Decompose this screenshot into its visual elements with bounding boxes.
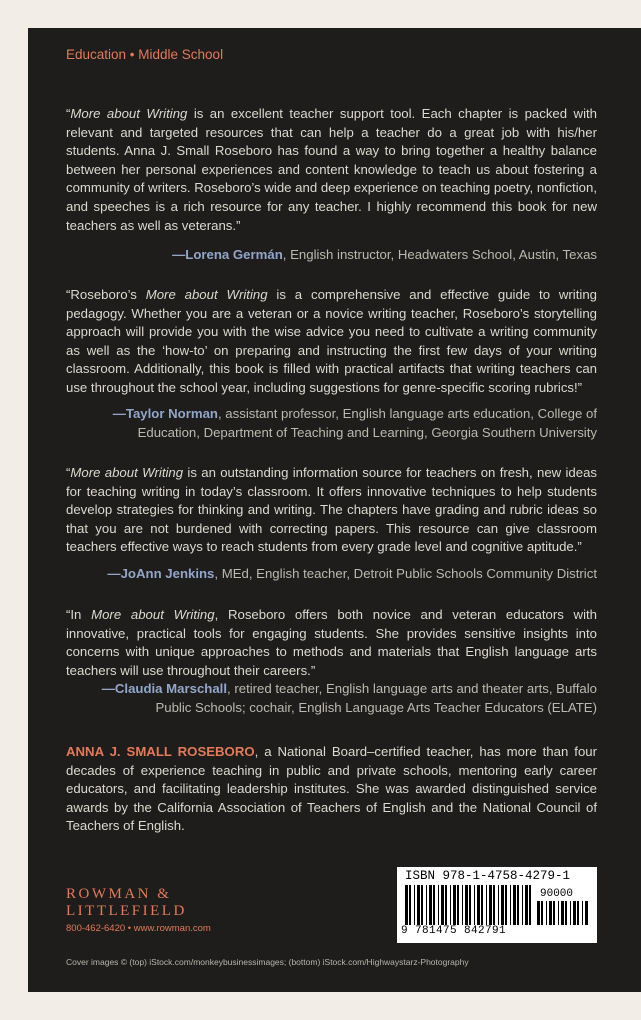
quote-2-text: is a comprehensive and effective guide to writing pedagogy. Whether you are a veteran or a novice writing teacher, Roseboro’s storytelling approach will provide you with the wise advice you need to cultivate a writing community as well as the ‘how-to’ on preparing and instructing the first few days of your writing classroom. Additionally, this book is filled with practical artifacts that writing teachers can use throughout the school year, including suggestions for genre-specific scoring rubrics!” (66, 287, 597, 395)
quote-1-lead: “ (66, 106, 71, 121)
price-barcode-bars (537, 901, 589, 925)
quote-1-text: is an excellent teacher support tool. Each chapter is packed with relevant and targeted resources that can help a teacher do a great job with his/her students. Anna J. Small Roseboro has found a way to bring together a healthy balance between her personal experiences and content knowledge to teach us about fostering a community of writers. Roseboro’s wide and deep experience on teaching poetry, nonfiction, and speeches is a rich resource for any teacher. I highly recommend this book for new teachers as well as veterans.” (66, 106, 597, 233)
publisher-logo (66, 886, 187, 920)
quote-4-lead: “In (66, 607, 92, 622)
quote-4-name: —Claudia Marschall (101, 681, 228, 696)
quote-3-name: —JoAnn Jenkins (107, 566, 215, 581)
quote-3-title: More about Writing (70, 465, 184, 480)
quote-2-attribution (66, 405, 597, 442)
quote-3-role: , MEd, English teacher, Detroit Public Schools Community District (214, 566, 597, 581)
category-label: Education • Middle School (66, 47, 224, 62)
quote-1-attribution (66, 246, 597, 265)
barcode-number: 9 781475 842791 (401, 925, 507, 937)
isbn-text: ISBN 978-1-4758-4279-1 (405, 869, 571, 883)
quote-2-lead: “Roseboro’s (66, 287, 146, 302)
quote-3-text: is an outstanding information source for teachers on fresh, new ideas for teaching writing in today’s classroom. It offers innovative techniques to help students develop strategies for thinking and writing. The chapters have grading and rubric ideas so that you are not burdened with correcting papers. This resource can give classroom teachers effective ways to reach students from every grade level and cognitive aptitude.” (66, 465, 598, 555)
quote-3-lead: “ (66, 465, 71, 480)
image-credit: Cover images © (top) iStock.com/monkeybusinessimages; (bottom) iStock.com/Highwaystarz-Photography (66, 957, 469, 967)
author-bio (66, 743, 597, 836)
quote-3-attribution (66, 565, 597, 584)
publisher-name-line2: LITTLEFIELD (66, 903, 187, 919)
back-cover (28, 28, 641, 992)
quote-1-role: , English instructor, Headwaters School, Austin, Texas (282, 247, 597, 262)
publisher-contact: 800-462-6420 • www.rowman.com (66, 923, 211, 934)
quote-2 (66, 286, 597, 398)
price-code: 90000 (540, 888, 574, 900)
ean-barcode-bars (405, 885, 535, 925)
quote-4-role: , retired teacher, English language arts and theater arts, Buffalo Public Schools; cochair, English Language Arts Teacher Educators (ELATE) (155, 681, 597, 715)
quote-1 (66, 105, 597, 235)
author-name: ANNA J. SMALL ROSEBORO (66, 744, 255, 759)
quote-4-attribution (66, 680, 597, 717)
quote-4-title: More about Writing (91, 607, 215, 622)
quote-4 (66, 606, 597, 680)
publisher-name-line1: ROWMAN & (66, 886, 172, 902)
quote-1-name: —Lorena Germán (172, 247, 283, 262)
quote-2-title: More about Writing (145, 287, 268, 302)
isbn-barcode (397, 867, 597, 943)
author-bio-text: , a National Board–certified teacher, has more than four decades of experience teaching in public and private schools, mentoring early career educators, and facilitating leadership institutes. She was awarded distinguished service awards by the California Association of Teachers of English and the National Council of Teachers of English. (66, 744, 597, 834)
quote-3 (66, 464, 597, 557)
quote-4-text: , Roseboro offers both novice and veteran educators with innovative, practical tools for engaging students. She provides sensitive insights into concerns with unique approaches to methods and materials that English language arts teachers will use throughout their careers.” (66, 607, 598, 678)
quote-2-role: , assistant professor, English language arts education, College of Education, Department of Teaching and Learning, Georgia Southern University (137, 406, 597, 440)
quote-1-title: More about Writing (70, 106, 188, 121)
quote-2-name: —Taylor Norman (112, 406, 218, 421)
